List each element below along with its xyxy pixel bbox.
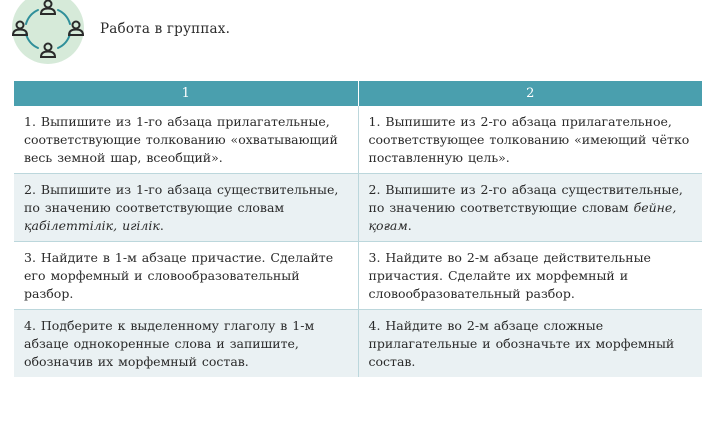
section-title: Работа в группах. bbox=[100, 21, 231, 37]
task-table bbox=[14, 81, 702, 377]
task-cell: 4. Найдите во 2-м абзаце сложные прилагательные и обозначьте их морфемный состав. bbox=[358, 310, 702, 378]
column-header-1: 1 bbox=[14, 81, 358, 106]
task-cell: 2. Выпишите из 2-го абзаца существительные, по значению соответствующие словам бейне, қоғам. bbox=[358, 174, 702, 242]
kazakh-words: бейне, қоғам bbox=[368, 200, 677, 233]
table-row bbox=[14, 174, 702, 242]
table-row bbox=[14, 242, 702, 310]
kazakh-words: қабілеттілік, игілік bbox=[24, 218, 160, 233]
task-cell: 4. Подберите к выделенному глаголу в 1-м абзаце однокоренные слова и запишите, обозначив их морфемный состав. bbox=[14, 310, 358, 378]
group-people-icon bbox=[4, 0, 90, 66]
table-header-row bbox=[14, 81, 702, 106]
task-cell: 3. Найдите в 1-м абзаце причастие. Сделайте его морфемный и словообразовательный разбор. bbox=[14, 242, 358, 310]
task-cell: 1. Выпишите из 1-го абзаца прилагательные, соответствующие толкованию «охватывающий весь земной шар, всеобщий». bbox=[14, 106, 358, 174]
table-row bbox=[14, 310, 702, 378]
section-header bbox=[0, 0, 708, 70]
task-cell: 1. Выпишите из 2-го абзаца прилагательное, соответствующее толкованию «имеющий чётко поставленную цель». bbox=[358, 106, 702, 174]
table-row bbox=[14, 106, 702, 174]
task-cell: 2. Выпишите из 1-го абзаца существительные, по значению соответствующие словам қабілеттілік, игілік. bbox=[14, 174, 358, 242]
task-cell: 3. Найдите во 2-м абзаце действительные причастия. Сделайте их морфемный и словообразовательный разбор. bbox=[358, 242, 702, 310]
column-header-2: 2 bbox=[358, 81, 702, 106]
